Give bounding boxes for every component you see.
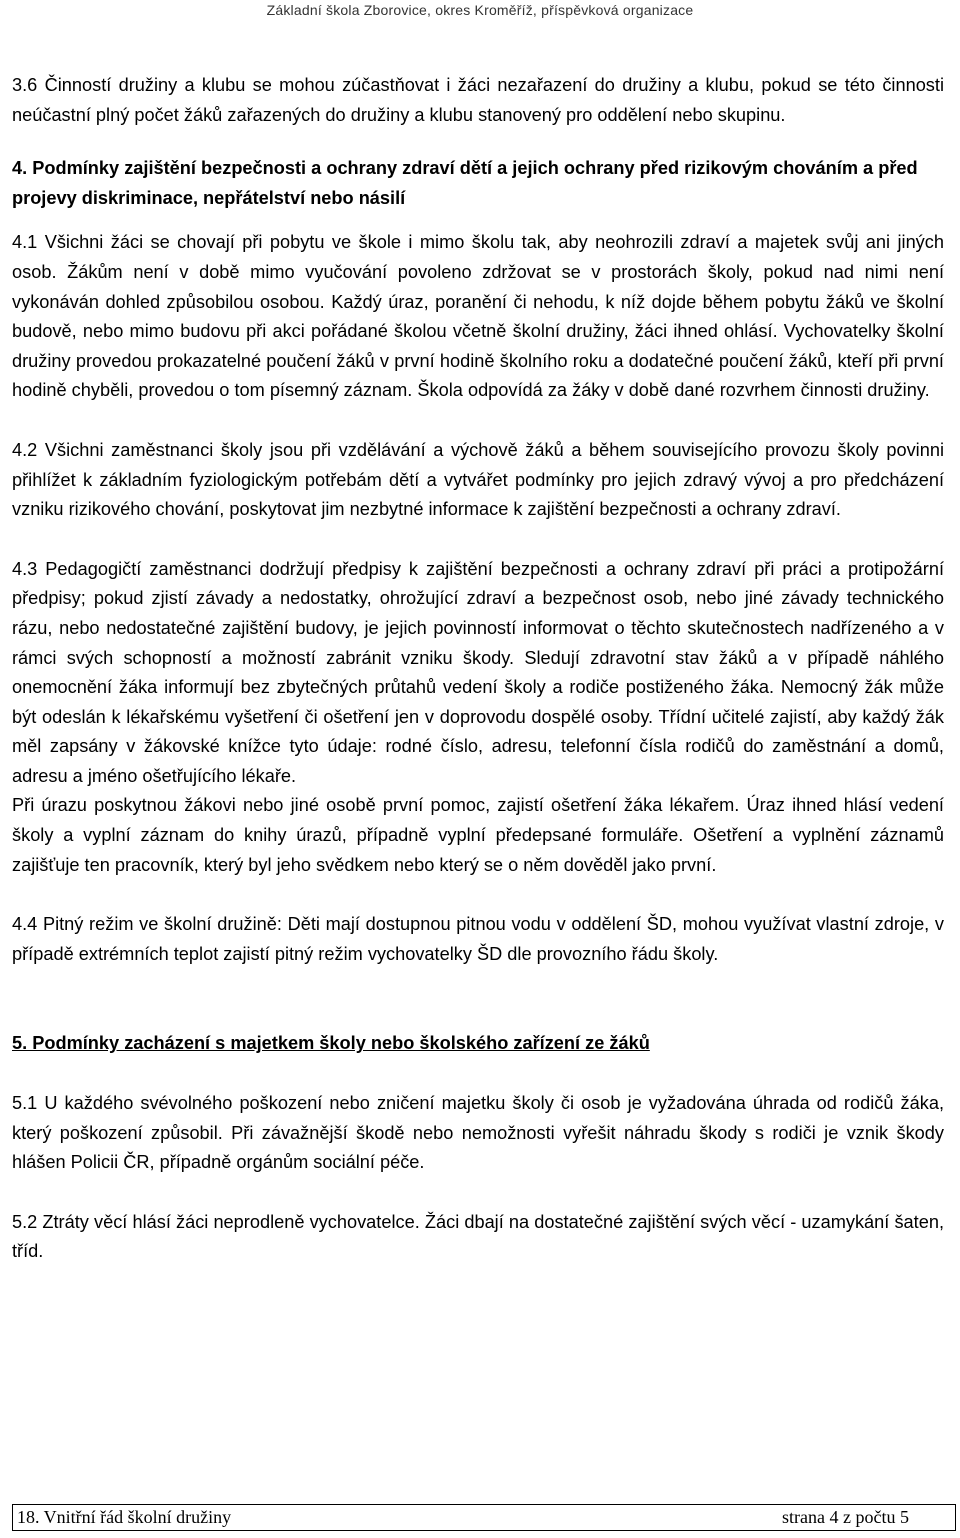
section-5-heading: 5. Podmínky zacházení s majetkem školy nebo školského zařízení ze žáků [12, 1033, 650, 1054]
paragraph-4-3: 4.3 Pedagogičtí zaměstnanci dodržují předpisy k zajištění bezpečnosti a ochrany zdraví při práci a protipožární předpisy; pokud zjistí závady a nedostatky, ohrožující zdraví a bezpečnost osob, nebo jiné závady technického rázu, nebo nedostatečné zajištění budovy, je jejich povinností informovat o těchto skutečnostech nadřízeného a v rámci svých schopností a možností zabránit vzniku škody. Sledují zdravotní stav žáků a v případě náhlého onemocnění žáka informují bez zbytečných průtahů vedení školy a rodiče postiženého žáka. Nemocný žák může být odeslán k lékařskému vyšetření či ošetření jen v doprovodu dospělé osoby. Třídní učitelé zajistí, aby každý žák měl zapsány v žákovské knížce tyto údaje: rodné číslo, adresu, telefonní čísla rodičů do zaměstnání a domů, adresu a jméno ošetřujícího lékaře. [12, 558, 944, 786]
paragraph-5-1: 5.1 U každého svévolného poškození nebo zničení majetku školy či osob je vyžadována úhrada od rodičů žáka, který poškození způsobil. Při závažnější škodě nebo nemožnosti vyřešit náhradu škody s rodiči je vznik škody hlášen Policii ČR, případně orgánům sociální péče. [12, 1093, 944, 1173]
footer-page-number: strana 4 z počtu 5 [782, 1507, 909, 1527]
paragraph-3-6: 3.6 Činností družiny a klubu se mohou zúčastňovat i žáci nezařazení do družiny a klubu, pokud se této činnosti neúčastní plný počet žáků zařazených do družiny a klubu stanovený pro oddělení nebo skupinu. [12, 75, 944, 125]
paragraph-5-2: 5.2 Ztráty věcí hlásí žáci neprodleně vychovatelce. Žáci dbají na dostatečné zajištění svých věcí - uzamykání šaten, tříd. [12, 1211, 944, 1262]
paragraph-4-4: 4.4 Pitný režim ve školní družině: Děti mají dostupnou pitnou vodu v oddělení ŠD, mohou využívat vlastní zdroje, v případě extrémních teplot zajistí pitný režim vychovatelky ŠD dle provozního řádu školy. [12, 914, 944, 964]
section-4-heading: 4. Podmínky zajištění bezpečnosti a ochrany zdraví dětí a jejich ochrany před rizikovým chováním a před projevy diskriminace, nepřátelství nebo násilí [12, 158, 918, 208]
paragraph-4-1: 4.1 Všichni žáci se chovají při pobytu ve škole i mimo školu tak, aby neohrozili zdraví a majetek svůj ani jiných osob. Žákům není v době mimo vyučování povoleno zdržovat se v prostorách školy, pokud nad nimi není vykonáván dohled způsobilou osobou. Každý úraz, poranění či nehodu, k níž dojde během pobytu žáků ve školní budově, nebo mimo budovu při akci pořádané školou včetně školní družiny, žáci ihned ohlásí. Vychovatelky školní družiny provedou prokazatelné poučení žáků v první hodině školního roku a dodatečné poučení žáků, kteří při první hodině chyběli, provedou o tom písemný záznam. Škola odpovídá za žáky v době dané rozvrhem činnosti družiny. [12, 232, 944, 401]
paragraph-4-2: 4.2 Všichni zaměstnanci školy jsou při vzdělávání a výchově žáků a během souvisejícího provozu školy povinni přihlížet k základním fyziologickým potřebám dětí a vytvářet podmínky pro jejich zdravý vývoj a pro předcházení vzniku rizikového chování, poskytovat jim nezbytné informace k zajištění bezpečnosti a ochrany zdraví. [12, 439, 944, 520]
document-body [12, 64, 944, 1267]
footer-document-title: 18. Vnitřní řád školní družiny [17, 1507, 232, 1527]
paragraph-4-3-continued: Při úrazu poskytnou žákovi nebo jiné osobě první pomoc, zajistí ošetření žáka lékařem. Úraz ihned hlásí vedení školy a vyplní záznam do knihy úrazů, případně vyplní předepsané formuláře. Ošetření a vyplnění záznamů zajišťuje ten pracovník, který byl jeho svědkem nebo který se o něm dověděl jako první. [12, 795, 944, 875]
page-footer [12, 1504, 956, 1531]
page-header: Základní škola Zborovice, okres Kroměříž, příspěvková organizace [266, 2, 694, 18]
